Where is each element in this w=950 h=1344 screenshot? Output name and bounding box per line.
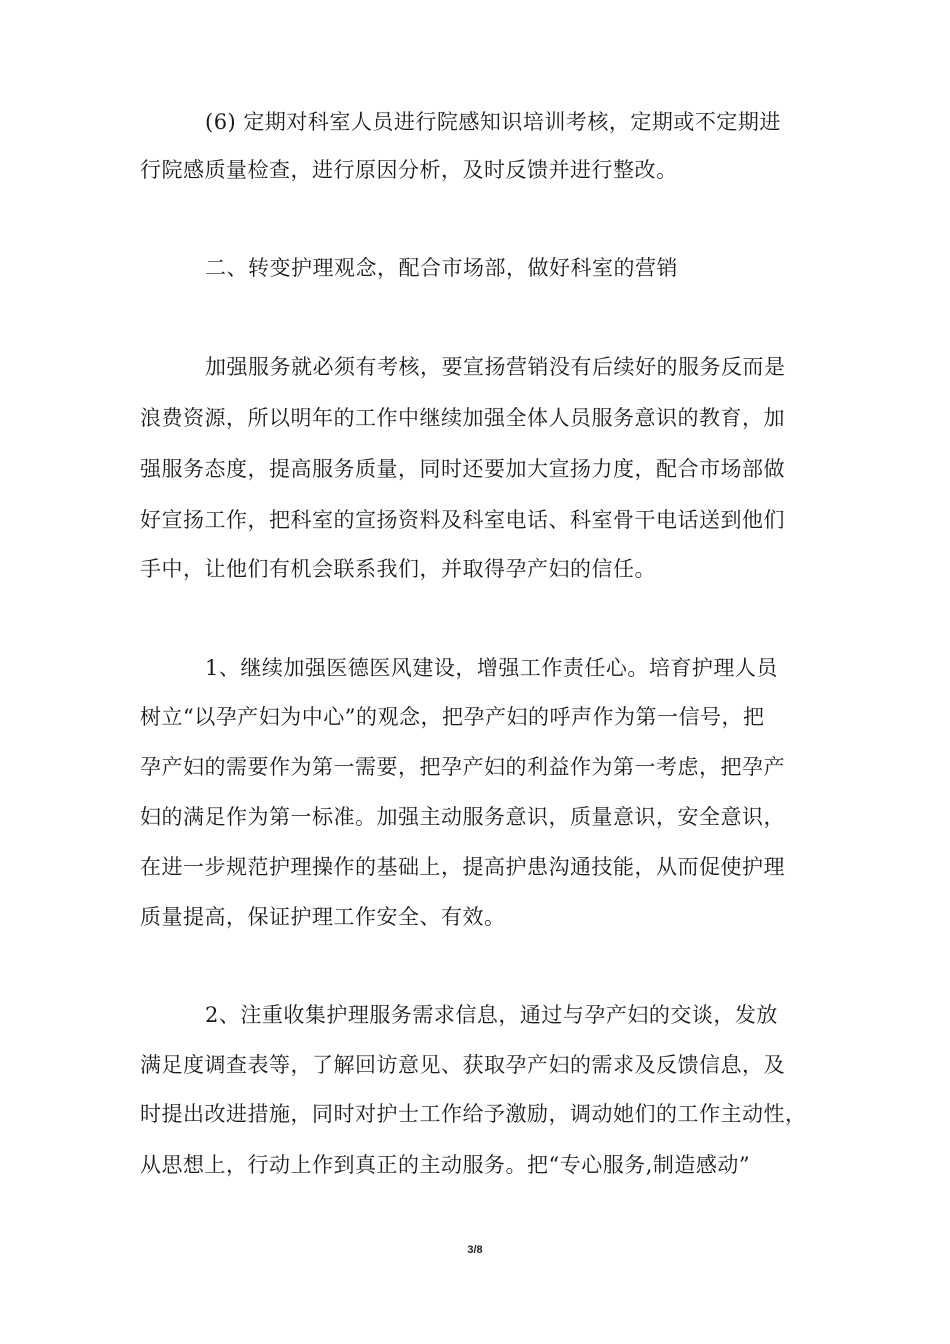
text-line: 1、继续加强医德医风建设，增强工作责任心。培育护理人员 — [205, 656, 778, 680]
text-line: 质量提高，保证护理工作安全、有效。 — [140, 905, 506, 929]
text-line: 浪费资源，所以明年的工作中继续加强全体人员服务意识的教育，加 — [140, 406, 785, 430]
text-line: 行院感质量检查，进行原因分析，及时反馈并进行整改。 — [140, 158, 678, 182]
text-line: (6) 定期对科室人员进行院感知识培训考核，定期或不定期进 — [205, 110, 781, 134]
page-number: 3/8 — [467, 1244, 483, 1256]
text-line: 从思想上，行动上作到真正的主动服务。把“专心服务,制造感动” — [140, 1153, 751, 1177]
text-line: 在进一步规范护理操作的基础上，提高护患沟通技能，从而促使护理 — [140, 855, 785, 879]
text-line: 妇的满足作为第一标准。加强主动服务意识，质量意识，安全意识， — [140, 805, 785, 829]
text-line: 时提出改进措施，同时对护士工作给予激励，调动她们的工作主动性， — [140, 1102, 807, 1126]
text-line: 满足度调查表等，了解回访意见、获取孕产妇的需求及反馈信息，及 — [140, 1053, 785, 1077]
section-heading: 二、转变护理观念，配合市场部，做好科室的营销 — [205, 256, 678, 280]
text-line: 强服务态度，提高服务质量，同时还要加大宣扬力度，配合市场部做 — [140, 457, 785, 481]
text-line: 2、注重收集护理服务需求信息，通过与孕产妇的交谈，发放 — [205, 1003, 778, 1027]
text-line: 加强服务就必须有考核，要宣扬营销没有后续好的服务反而是 — [205, 355, 786, 379]
text-line: 好宣扬工作，把科室的宣扬资料及科室电话、科室骨干电话送到他们 — [140, 508, 785, 532]
text-line: 孕产妇的需要作为第一需要，把孕产妇的利益作为第一考虑，把孕产 — [140, 755, 785, 779]
text-line: 树立“以孕产妇为中心”的观念，把孕产妇的呼声作为第一信号，把 — [140, 705, 765, 729]
text-line: 手中，让他们有机会联系我们，并取得孕产妇的信任。 — [140, 557, 656, 581]
